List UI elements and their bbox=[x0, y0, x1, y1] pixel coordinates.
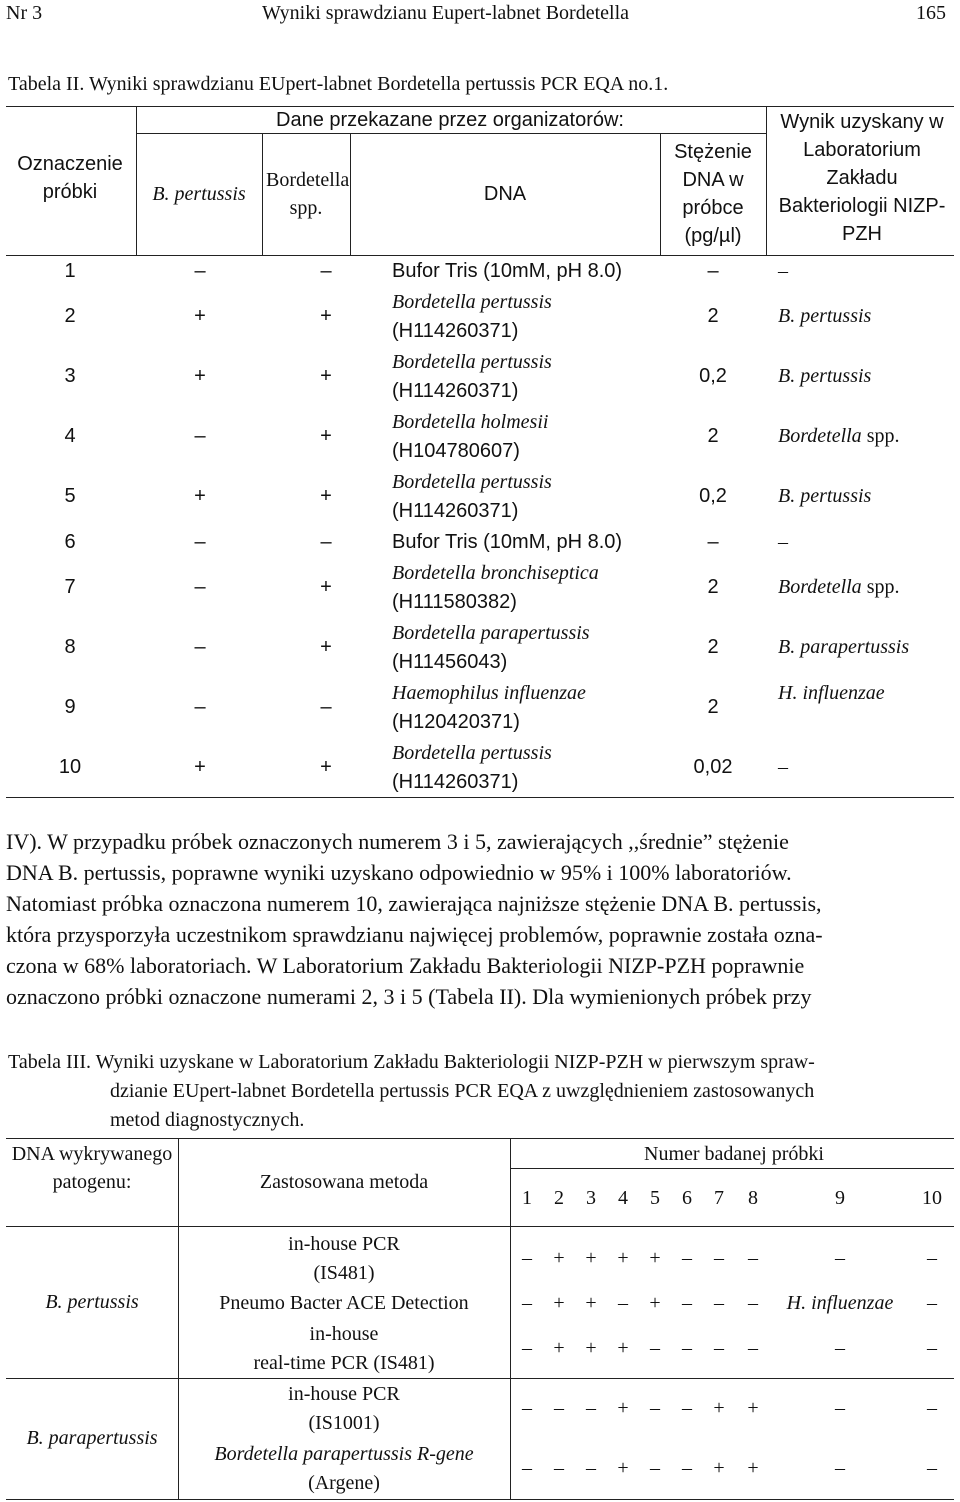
table3-top-rule bbox=[6, 1138, 954, 1139]
bp-flag: – bbox=[194, 576, 206, 598]
table3-section-rule bbox=[6, 1378, 954, 1379]
result-cell: – bbox=[714, 1337, 724, 1359]
paragraph-line: DNA B. pertussis, poprawne wyniki uzyskano odpowiednio w 95% i 100% laboratoriów. bbox=[6, 860, 792, 885]
table2-bottom-rule bbox=[6, 797, 954, 798]
result-cell: – bbox=[650, 1397, 660, 1419]
result-cell: – bbox=[650, 1457, 660, 1479]
body-paragraph bbox=[6, 826, 956, 1012]
bspp-flag: + bbox=[320, 305, 332, 327]
dna-strain: (H11456043) bbox=[392, 651, 508, 673]
concentration: – bbox=[707, 260, 719, 282]
paragraph-line: Natomiast próbka oznaczona numerem 10, zawierająca najniższe stężenie DNA B. pertussis, bbox=[6, 891, 822, 916]
col-number-header: Numer badanej próbki bbox=[644, 1143, 824, 1165]
bp-flag: + bbox=[194, 485, 206, 507]
bspp-flag: + bbox=[320, 756, 332, 778]
running-title: Wyniki sprawdzianu Eupert-labnet Bordetella bbox=[262, 2, 630, 24]
concentration: 2 bbox=[707, 636, 719, 658]
result-cell: – bbox=[522, 1397, 532, 1419]
dna-name: Bordetella holmesii bbox=[392, 411, 549, 433]
result-cell: + bbox=[617, 1397, 629, 1419]
table2-caption: Tabela II. Wyniki sprawdzianu EUpert-labnet Bordetella pertussis PCR EQA no.1. bbox=[8, 73, 669, 95]
sample-number: 3 bbox=[64, 365, 76, 387]
result-cell: + bbox=[617, 1457, 629, 1479]
sample-number-header: 5 bbox=[650, 1187, 660, 1209]
table2-vrule bbox=[136, 106, 137, 255]
result-cell: – bbox=[522, 1247, 532, 1269]
sample-number-header: 9 bbox=[835, 1187, 845, 1209]
result-cell: – bbox=[927, 1337, 937, 1359]
result-cell: + bbox=[747, 1397, 759, 1419]
result-cell: – bbox=[522, 1337, 532, 1359]
result-cell: – bbox=[927, 1292, 937, 1314]
concentration: 2 bbox=[707, 305, 719, 327]
sample-number: 5 bbox=[64, 485, 76, 507]
table3-caption: dzianie EUpert-labnet Bordetella pertussis PCR EQA z uwzględnieniem zastosowanych bbox=[110, 1080, 815, 1102]
result-cell: + bbox=[649, 1247, 661, 1269]
dna-name: Haemophilus influenzae bbox=[392, 682, 586, 704]
bspp-flag: – bbox=[320, 531, 332, 553]
result-cell: + bbox=[617, 1247, 629, 1269]
result-cell: – bbox=[522, 1457, 532, 1479]
table3-group-rule bbox=[510, 1168, 954, 1169]
bspp-flag: – bbox=[320, 696, 332, 718]
result: – bbox=[778, 260, 788, 282]
sample-number: 4 bbox=[64, 425, 76, 447]
result-cell: – bbox=[835, 1397, 845, 1419]
sample-number: 7 bbox=[64, 576, 76, 598]
result-cell: – bbox=[748, 1292, 758, 1314]
result-cell: – bbox=[682, 1247, 692, 1269]
concentration: 0,2 bbox=[699, 485, 727, 507]
result-cell: – bbox=[927, 1397, 937, 1419]
result-cell: – bbox=[682, 1397, 692, 1419]
bspp-flag: + bbox=[320, 365, 332, 387]
sample-number: 10 bbox=[58, 756, 82, 778]
bp-flag: – bbox=[194, 531, 206, 553]
method-detail: (IS481) bbox=[313, 1262, 375, 1284]
result-cell: – bbox=[522, 1292, 532, 1314]
concentration: – bbox=[707, 531, 719, 553]
result-cell: – bbox=[748, 1247, 758, 1269]
result-cell: + bbox=[553, 1337, 565, 1359]
result: – bbox=[778, 756, 788, 778]
result-cell: + bbox=[553, 1247, 565, 1269]
dna-name: Bordetella pertussis bbox=[392, 471, 552, 493]
sample-number-header: 4 bbox=[618, 1187, 628, 1209]
concentration: 0,2 bbox=[699, 365, 727, 387]
dna-strain: (H111580382) bbox=[392, 591, 517, 613]
table2-header-rule bbox=[6, 255, 954, 256]
concentration: 2 bbox=[707, 696, 719, 718]
sample-number: 1 bbox=[64, 260, 76, 282]
table2-vrule bbox=[350, 133, 351, 255]
result: Bordetella spp. bbox=[778, 576, 900, 598]
concentration: 0,02 bbox=[693, 756, 733, 778]
result-cell: – bbox=[682, 1337, 692, 1359]
pathogen-bp: B. pertussis bbox=[45, 1291, 139, 1313]
result: B. pertussis bbox=[778, 485, 872, 507]
dna-strain: (H120420371) bbox=[392, 711, 520, 733]
table3-caption: Tabela III. Wyniki uzyskane w Laboratorium Zakładu Bakteriologii NIZP-PZH w pierwszym spraw- bbox=[8, 1051, 815, 1073]
bp-flag: – bbox=[194, 260, 206, 282]
result-cell: + bbox=[585, 1292, 597, 1314]
result-cell: – bbox=[835, 1247, 845, 1269]
result: B. pertussis bbox=[778, 305, 872, 327]
method-name: Bordetella parapertussis R-gene bbox=[214, 1443, 474, 1465]
dna-name: Bufor Tris (10mM, pH 8.0) bbox=[392, 531, 623, 553]
col-bp-header: B. pertussis bbox=[152, 183, 246, 205]
result-cell: + bbox=[553, 1292, 565, 1314]
result-cell: + bbox=[649, 1292, 661, 1314]
journal-issue: Nr 3 bbox=[6, 2, 43, 24]
result-cell: – bbox=[650, 1337, 660, 1359]
table3-header-rule bbox=[6, 1226, 954, 1227]
result-cell: H. influenzae bbox=[786, 1292, 894, 1314]
col-method-header: Zastosowana metoda bbox=[259, 1171, 429, 1193]
method-detail: (Argene) bbox=[308, 1472, 380, 1494]
concentration: 2 bbox=[707, 425, 719, 447]
sample-number: 9 bbox=[64, 696, 76, 718]
result-cell: – bbox=[714, 1292, 724, 1314]
dna-strain: (H114260371) bbox=[392, 771, 519, 793]
result: – bbox=[778, 531, 788, 553]
page-number: 165 bbox=[916, 2, 946, 24]
sample-number-header: 1 bbox=[522, 1187, 532, 1209]
bp-flag: + bbox=[194, 365, 206, 387]
result-cell: – bbox=[682, 1292, 692, 1314]
col-conc-header: Stężenie DNA w próbce (pg/µl) bbox=[674, 141, 752, 247]
paragraph-line: oznaczono próbki oznaczone numerami 2, 3 i 5 (Tabela II). Dla wymienionych próbek przy bbox=[6, 984, 812, 1009]
dna-name: Bordetella parapertussis bbox=[392, 622, 590, 644]
result-cell: – bbox=[835, 1337, 845, 1359]
sample-number-header: 10 bbox=[922, 1187, 942, 1209]
sample-number: 2 bbox=[64, 305, 76, 327]
result-cell: – bbox=[927, 1457, 937, 1479]
bspp-flag: + bbox=[320, 636, 332, 658]
method-name: in-house PCR bbox=[288, 1233, 400, 1255]
method-detail: real-time PCR (IS481) bbox=[253, 1352, 435, 1374]
table2-vrule bbox=[262, 133, 263, 255]
table3-vrule bbox=[178, 1138, 179, 1499]
table3-bottom-rule bbox=[6, 1499, 954, 1500]
sample-number: 8 bbox=[64, 636, 76, 658]
dna-name: Bordetella pertussis bbox=[392, 351, 552, 373]
col-bspp-header: Bordetella spp. bbox=[266, 169, 350, 219]
dna-strain: (H114260371) bbox=[392, 380, 519, 402]
paragraph-line: która przysporzyła uczestnikom sprawdzianu najwięcej problemów, poprawnie została ozna- bbox=[6, 922, 823, 947]
bp-flag: + bbox=[194, 756, 206, 778]
result: B. pertussis bbox=[778, 365, 872, 387]
result-cell: – bbox=[554, 1457, 564, 1479]
sample-number-header: 3 bbox=[586, 1187, 596, 1209]
result: Bordetella spp. bbox=[778, 425, 900, 447]
result-cell: + bbox=[713, 1457, 725, 1479]
dna-name: Bordetella pertussis bbox=[392, 742, 552, 764]
result-cell: – bbox=[586, 1397, 596, 1419]
result-cell: – bbox=[748, 1337, 758, 1359]
result-cell: – bbox=[618, 1292, 628, 1314]
bp-flag: + bbox=[194, 305, 206, 327]
sample-number-header: 2 bbox=[554, 1187, 564, 1209]
group-header: Dane przekazane przez organizatorów: bbox=[276, 109, 624, 131]
method-detail: (IS1001) bbox=[308, 1412, 380, 1434]
dna-strain: (H114260371) bbox=[392, 500, 519, 522]
bspp-flag: + bbox=[320, 576, 332, 598]
result-cell: – bbox=[586, 1457, 596, 1479]
table2-vrule bbox=[766, 106, 767, 255]
result-cell: + bbox=[713, 1397, 725, 1419]
result: B. parapertussis bbox=[778, 636, 910, 658]
dna-strain: (H114260371) bbox=[392, 320, 519, 342]
table3-caption: metod diagnostycznych. bbox=[110, 1109, 305, 1131]
bspp-flag: – bbox=[320, 260, 332, 282]
result-cell: + bbox=[585, 1337, 597, 1359]
col-sample-header: Oznaczenie próbki bbox=[17, 153, 123, 203]
method-name: Pneumo Bacter ACE Detection bbox=[219, 1292, 469, 1314]
sample-number-header: 7 bbox=[714, 1187, 724, 1209]
bp-flag: – bbox=[194, 425, 206, 447]
result-cell: – bbox=[835, 1457, 845, 1479]
table2-vrule bbox=[660, 133, 661, 255]
result-cell: – bbox=[682, 1457, 692, 1479]
method-name: in-house bbox=[309, 1323, 379, 1345]
result-cell: + bbox=[747, 1457, 759, 1479]
result-cell: + bbox=[585, 1247, 597, 1269]
method-name: in-house PCR bbox=[288, 1383, 400, 1405]
result-cell: + bbox=[617, 1337, 629, 1359]
sample-number: 6 bbox=[64, 531, 76, 553]
dna-name: Bufor Tris (10mM, pH 8.0) bbox=[392, 260, 623, 282]
bp-flag: – bbox=[194, 696, 206, 718]
concentration: 2 bbox=[707, 576, 719, 598]
col-pathogen-header: DNA wykrywanego patogenu: bbox=[11, 1143, 173, 1193]
paragraph-line: IV). W przypadku próbek oznaczonych numerem 3 i 5, zawierających ,,średnie” stężenie bbox=[6, 829, 789, 854]
sample-number-header: 6 bbox=[682, 1187, 692, 1209]
bspp-flag: + bbox=[320, 485, 332, 507]
paragraph-line: czona w 68% laboratoriach. W Laboratorium Zakładu Bakteriologii NIZP-PZH poprawnie bbox=[6, 953, 805, 978]
result-cell: – bbox=[714, 1247, 724, 1269]
col-dna-header: DNA bbox=[483, 183, 527, 205]
dna-strain: (H104780607) bbox=[392, 440, 520, 462]
pathogen-bpp: B. parapertussis bbox=[26, 1427, 158, 1449]
result-cell: – bbox=[554, 1397, 564, 1419]
col-result-header: Wynik uzyskany w Laboratorium Zakładu Bakteriologii NIZP-PZH bbox=[778, 111, 946, 245]
result: H. influenzae bbox=[778, 682, 885, 704]
bp-flag: – bbox=[194, 636, 206, 658]
dna-name: Bordetella pertussis bbox=[392, 291, 552, 313]
sample-number-header: 8 bbox=[748, 1187, 758, 1209]
bspp-flag: + bbox=[320, 425, 332, 447]
result-cell: – bbox=[927, 1247, 937, 1269]
dna-name: Bordetella bronchiseptica bbox=[392, 562, 599, 584]
